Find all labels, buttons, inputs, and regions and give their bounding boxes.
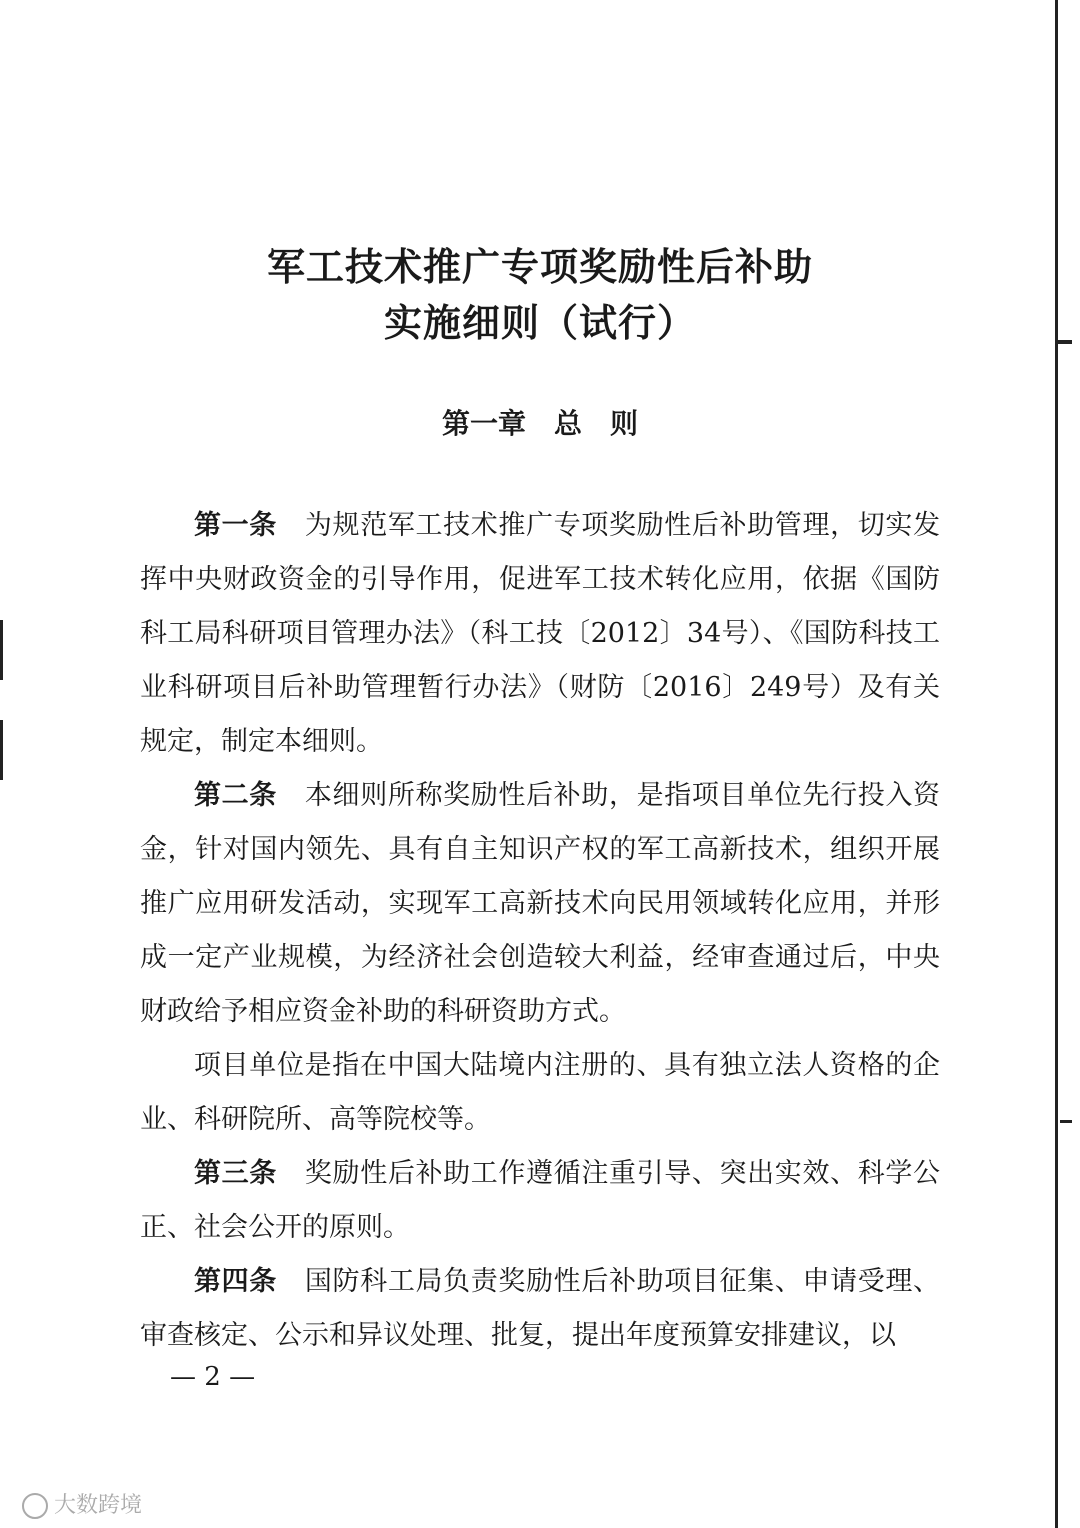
document-body <box>140 499 940 1363</box>
article-text: 国防科工局负责奖励性后补助项目征集、申请受理、审查核定、公示和异议处理、批复，提出年度预算安排建议，以 <box>140 1266 941 1351</box>
article-text: 项目单位是指在中国大陆境内注册的、具有独立法人资格的企业、科研院所、高等院校等。 <box>140 1050 940 1135</box>
scan-artifact <box>1060 1120 1072 1123</box>
page-number: — 2 — <box>170 1362 256 1392</box>
article-label: 第一条 <box>194 510 277 541</box>
watermark-logo-icon <box>22 1493 48 1519</box>
document-title-line1: 军工技术推广专项奖励性后补助 <box>266 244 813 289</box>
scan-artifact <box>0 720 3 780</box>
article-3 <box>140 1147 940 1255</box>
article-label: 第二条 <box>194 780 277 811</box>
article-text: 本细则所称奖励性后补助，是指项目单位先行投入资金，针对国内领先、具有自主知识产权的军工高新技术，组织开展推广应用研发活动，实现军工高新技术向民用领域转化应用，并形成一定产业规模，为经济社会创造较大利益，经审查通过后，中央财政给予相应资金补助的科研资助方式。 <box>140 780 941 1027</box>
article-text: 为规范军工技术推广专项奖励性后补助管理，切实发挥中央财政资金的引导作用，促进军工技术转化应用，依据《国防科工局科研项目管理办法》（科工技〔2012〕34号）、《国防科技工业科研项目后补助管理暂行办法》（财防〔2016〕249号）及有关规定，制定本细则。 <box>140 510 941 757</box>
article-2-paragraph <box>140 1039 940 1147</box>
watermark <box>22 1488 142 1519</box>
article-label: 第三条 <box>194 1158 277 1189</box>
scan-border <box>1055 0 1058 1528</box>
article-text: 奖励性后补助工作遵循注重引导、突出实效、科学公正、社会公开的原则。 <box>140 1158 941 1243</box>
scan-artifact <box>0 620 3 680</box>
article-1 <box>140 499 940 769</box>
document-title-line2: 实施细则（试行） <box>383 300 696 345</box>
watermark-text: 大数跨境 <box>54 1493 143 1518</box>
article-4 <box>140 1255 940 1363</box>
chapter-heading: 第一章 总 则 <box>441 407 638 440</box>
article-label: 第四条 <box>194 1266 277 1297</box>
article-2 <box>140 769 940 1039</box>
